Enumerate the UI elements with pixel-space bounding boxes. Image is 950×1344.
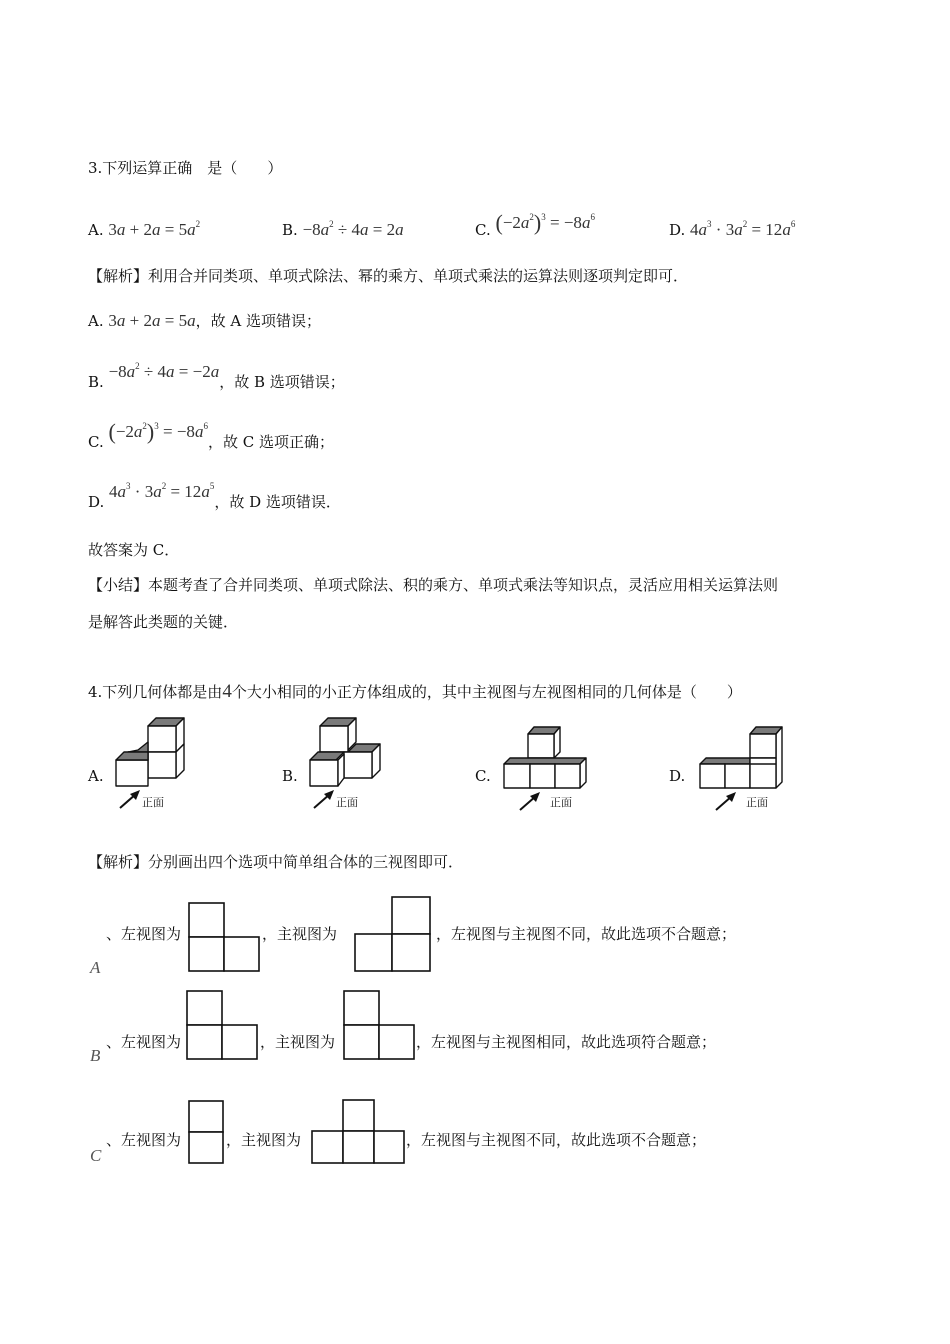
q4-analysis: 【解析】分别画出四个选项中简单组合体的三视图即可． — [88, 853, 464, 871]
q4-stem: 4.下列几何体都是由4个大小相同的小正方体组成的，其中主视图与左视图相同的几何体是（ ） — [88, 681, 742, 702]
q4-row-b-mid-text: ，主视图为 — [260, 1033, 336, 1051]
q3-answer: 故答案为 C． — [88, 541, 180, 559]
q3-analysis: 【解析】利用合并同类项、单项式除法、幂的乘方、单项式乘法的运算法则逐项判定即可． — [88, 267, 689, 285]
q4-row-a-result: ，左视图与主视图不同，故此选项不合题意； — [436, 925, 737, 943]
q4-figure-b — [302, 712, 392, 812]
q3-step-c: C. $(-2a^2)^3 = -8a^6$，故 C 选项正确； — [88, 419, 334, 451]
q4-row-a-front-view — [354, 896, 432, 972]
q4-row-c-left-view — [188, 1100, 224, 1164]
q4-figure-a-front-label: 正面 — [142, 796, 164, 809]
q4-row-c-left-text: 、左视图为 — [106, 1131, 182, 1149]
q3-option-d: D. $4a^3 \cdot 3a^2 = 12a^6$ — [669, 219, 796, 239]
q4-row-a-letter: A — [90, 958, 101, 977]
q3-summary-line2: 是解答此类题的关键． — [88, 613, 239, 631]
q4-row-b-letter: B — [90, 1046, 101, 1065]
q4-row-b-left-view — [186, 990, 258, 1060]
q4-figure-b-front-label: 正面 — [336, 796, 358, 809]
q3-stem: 3.下列运算正确 是（ ） — [88, 159, 283, 177]
q3-option-d-math: $4a^3 \cdot 3a^2 = 12a^6$ — [690, 219, 796, 239]
q4-figure-c-front-label: 正面 — [550, 796, 572, 809]
q4-row-a-left-text: 、左视图为 — [106, 925, 182, 943]
q4-option-c-label: C. — [475, 767, 491, 785]
q4-row-a-mid-text: ，主视图为 — [262, 925, 338, 943]
q4-row-b-left-text: 、左视图为 — [106, 1033, 182, 1051]
q4-row-b-result: ，左视图与主视图相同，故此选项符合题意； — [416, 1033, 717, 1051]
q3-summary: 【小结】本题考查了合并同类项、单项式除法、积的乘方、单项式乘法等知识点，灵活应用相关运算法则 — [88, 576, 779, 594]
q3-step-b: B. $-8a^2 \div 4a = -2a$，故 B 选项错误； — [88, 361, 345, 391]
q3-option-a: A. $3a + 2a = 5a^2$ — [88, 219, 201, 239]
q3-step-a: A. 3a + 2a = 5a，故 A 选项错误； — [88, 311, 321, 330]
q4-row-b-front-view — [343, 990, 415, 1060]
q4-option-d-label: D. — [669, 767, 686, 785]
q4-row-c-mid-text: ，主视图为 — [226, 1131, 302, 1149]
q3-option-c: C. $(-2a^2)^3 = -8a^6$ — [475, 210, 595, 239]
q3-step-d: D. $4a^3 \cdot 3a^2 = 12a^5$，故 D 选项错误． — [88, 481, 341, 511]
q4-row-c-front-view — [311, 1099, 405, 1164]
q4-row-a-left-view — [188, 902, 260, 972]
q4-figure-c — [498, 722, 598, 817]
q4-figure-a — [108, 712, 198, 812]
q3-option-a-math: $3a + 2a = 5a^2$ — [108, 219, 201, 239]
q3-option-c-math: $(-2a^2)^3 = -8a^6$ — [495, 210, 595, 235]
q3-option-b: B. $-8a^2 \div 4a = 2a$ — [282, 219, 404, 239]
q3-option-b-math: $-8a^2 \div 4a = 2a$ — [302, 219, 404, 239]
q4-option-a-label: A. — [88, 767, 104, 785]
q4-figure-d — [694, 722, 794, 817]
q4-option-b-label: B. — [282, 767, 298, 785]
q4-row-c-result: ，左视图与主视图不同，故此选项不合题意； — [406, 1131, 707, 1149]
q4-figure-d-front-label: 正面 — [746, 796, 768, 809]
q4-row-c-letter: C — [90, 1146, 102, 1165]
